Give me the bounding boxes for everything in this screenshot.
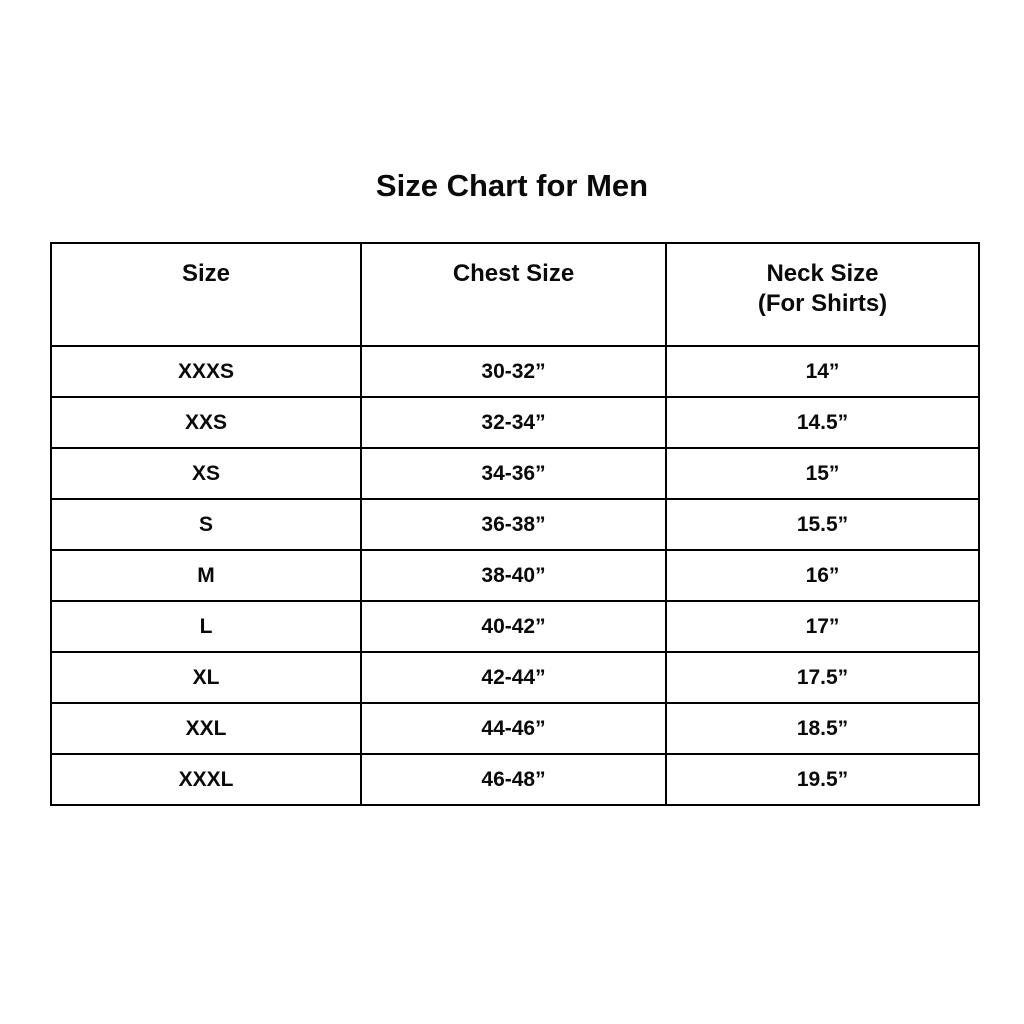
- cell-size: L: [51, 601, 361, 652]
- cell-neck: 17”: [666, 601, 979, 652]
- cell-size: XXS: [51, 397, 361, 448]
- table-row: [51, 397, 979, 448]
- header-cell-size: [51, 243, 361, 346]
- cell-size: S: [51, 499, 361, 550]
- table-row: [51, 550, 979, 601]
- cell-size: XS: [51, 448, 361, 499]
- cell-neck: 18.5”: [666, 703, 979, 754]
- table-row: [51, 346, 979, 397]
- cell-chest: 30-32”: [361, 346, 666, 397]
- cell-chest: 46-48”: [361, 754, 666, 805]
- cell-chest: 36-38”: [361, 499, 666, 550]
- header-label: Size: [181, 260, 231, 287]
- header-cell-chest: [361, 243, 666, 346]
- header-label: Chest Size: [452, 260, 575, 287]
- cell-size: XXXL: [51, 754, 361, 805]
- cell-neck: 15”: [666, 448, 979, 499]
- cell-neck: 15.5”: [666, 499, 979, 550]
- cell-neck: 16”: [666, 550, 979, 601]
- cell-size: XXXS: [51, 346, 361, 397]
- page-title: Size Chart for Men: [375, 168, 649, 203]
- cell-neck: 19.5”: [666, 754, 979, 805]
- header-label: Neck Size: [766, 260, 879, 287]
- cell-chest: 42-44”: [361, 652, 666, 703]
- cell-neck: 14”: [666, 346, 979, 397]
- header-row: [51, 243, 979, 346]
- header-cell-neck: [666, 243, 979, 346]
- table-row: [51, 652, 979, 703]
- cell-chest: 34-36”: [361, 448, 666, 499]
- cell-size: XL: [51, 652, 361, 703]
- table-row: [51, 448, 979, 499]
- table-row: [51, 601, 979, 652]
- table-row: [51, 499, 979, 550]
- cell-size: XXL: [51, 703, 361, 754]
- cell-chest: 44-46”: [361, 703, 666, 754]
- cell-size: M: [51, 550, 361, 601]
- header-sublabel: (For Shirts): [757, 290, 888, 317]
- cell-neck: 17.5”: [666, 652, 979, 703]
- cell-chest: 38-40”: [361, 550, 666, 601]
- table-row: [51, 754, 979, 805]
- cell-neck: 14.5”: [666, 397, 979, 448]
- cell-chest: 40-42”: [361, 601, 666, 652]
- size-chart-table: [50, 242, 980, 806]
- table-row: [51, 703, 979, 754]
- cell-chest: 32-34”: [361, 397, 666, 448]
